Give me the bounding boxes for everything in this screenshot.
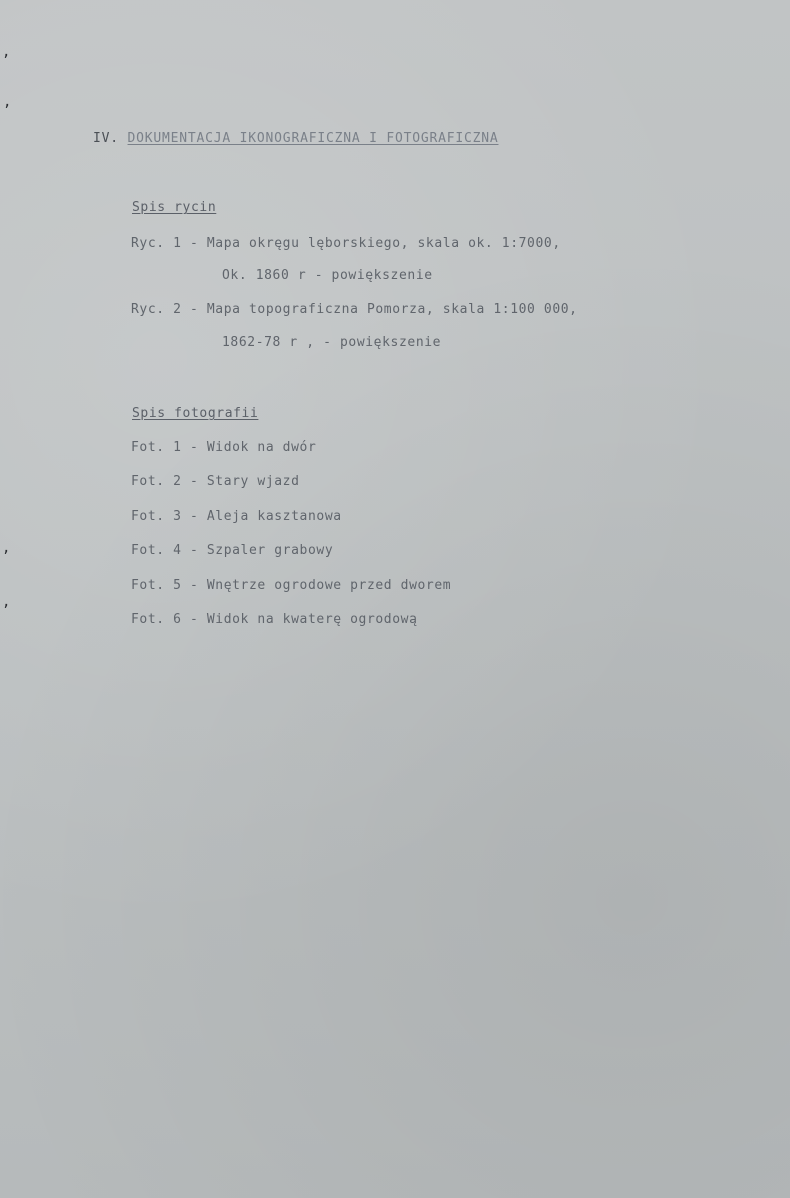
rycina-item-2-line2: 1862-78 r , - powiększenie [222,335,442,350]
photo-item-3: Fot. 3 - Aleja kasztanowa [131,509,342,524]
rycina-item-2-line1: Ryc. 2 - Mapa topograficzna Pomorza, skala 1:100 000, [131,302,578,317]
margin-mark: , [2,594,11,610]
photo-item-5: Fot. 5 - Wnętrze ogrodowe przed dworem [131,578,452,593]
rycina-item-1-line1: Ryc. 1 - Mapa okręgu lęborskiego, skala ok. 1:7000, [131,236,561,251]
heading-number: IV. [93,131,119,146]
photo-list-title: Spis fotografii [132,406,259,421]
section-heading [93,131,498,146]
margin-mark: , [2,540,11,556]
rycina-item-1-line2: Ok. 1860 r - powiększenie [222,268,433,283]
heading-title: DOKUMENTACJA IKONOGRAFICZNA I FOTOGRAFICZNA [127,131,499,146]
margin-mark: , [2,44,11,60]
photo-item-2: Fot. 2 - Stary wjazd [131,474,300,489]
photo-item-4: Fot. 4 - Szpaler grabowy [131,543,334,558]
rycin-list-title: Spis rycin [132,200,217,215]
margin-mark: , [3,94,12,110]
photo-item-1: Fot. 1 - Widok na dwór [131,440,317,455]
photo-item-6: Fot. 6 - Widok na kwaterę ogrodową [131,612,418,627]
